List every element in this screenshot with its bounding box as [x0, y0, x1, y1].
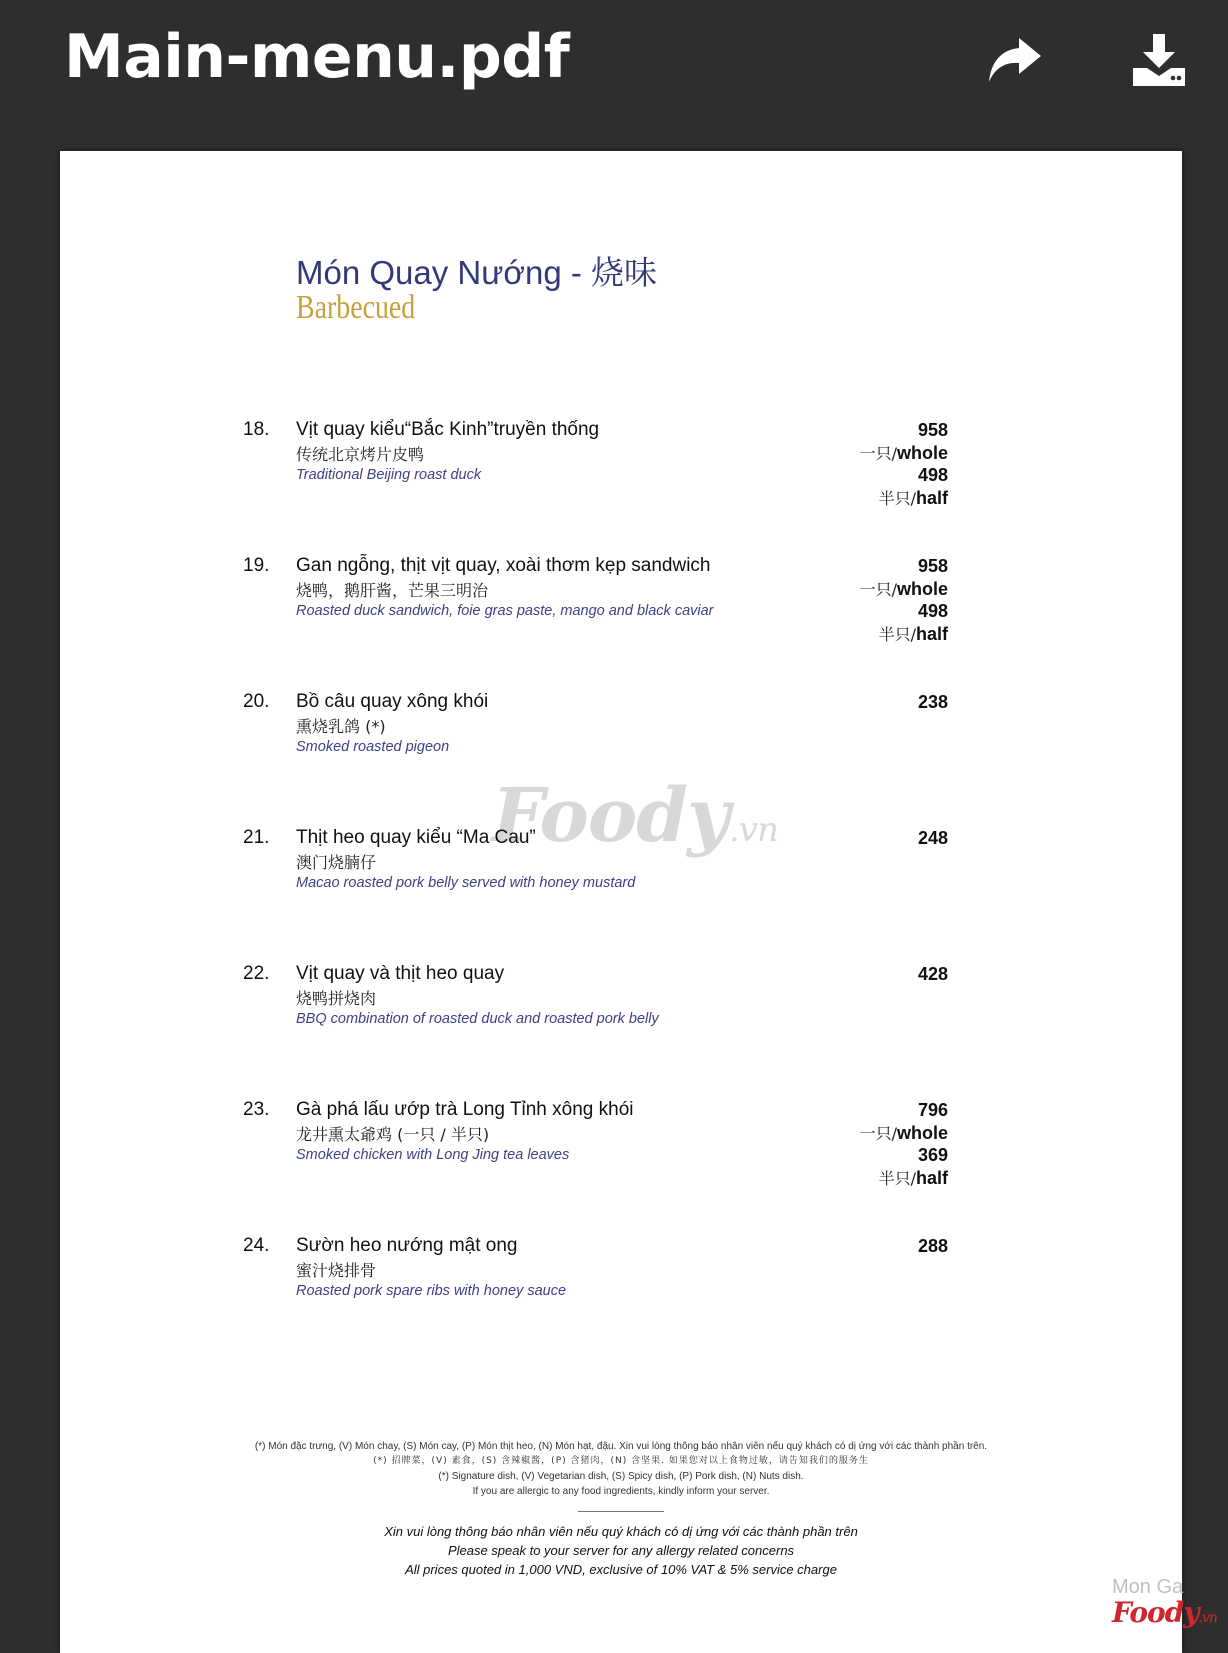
portion-label	[860, 1122, 948, 1145]
item-number: 23.	[243, 1099, 270, 1120]
item-name-vietnamese: Sườn heo nướng mật ong	[296, 1235, 518, 1256]
document-title: Main-menu.pdf	[64, 22, 570, 92]
item-name-chinese: 烧鸭，鹅肝酱，芒果三明治	[296, 581, 489, 600]
toolbar	[0, 0, 1228, 150]
item-name-english: Smoked chicken with Long Jing tea leaves	[296, 1147, 570, 1163]
item-name-english: Smoked roasted pigeon	[296, 739, 450, 755]
price-value: 958	[917, 556, 948, 576]
menu-item	[60, 1235, 1182, 1355]
item-name-english: Roasted pork spare ribs with honey sauce	[296, 1283, 567, 1299]
portion-label	[860, 623, 948, 646]
note-english: (*) Signature dish, (V) Vegetarian dish, (S) Spicy dish, (P) Pork dish, (N) Nuts dish.	[438, 1471, 804, 1482]
portion-label	[860, 1167, 948, 1190]
foody-watermark: Foody.vn	[492, 773, 778, 859]
note-vietnamese: (*) Món đặc trưng, (V) Món chay, (S) Món cay, (P) Món thịt heo, (N) Món hạt, đậu. Xin vui lòng thông báo nhân viên nếu quý khách có dị ứng với các thành phần trên.	[254, 1441, 988, 1452]
portion-label	[860, 442, 948, 465]
menu-item	[60, 419, 1182, 539]
item-number: 24.	[243, 1235, 270, 1256]
foody-logo: Foody.vn	[1112, 1596, 1217, 1629]
item-name-vietnamese: Thịt heo quay kiểu “Ma Cau”	[296, 827, 536, 848]
item-name-chinese: 澳门烧腩仔	[296, 853, 377, 872]
price-value: 796	[917, 1100, 948, 1120]
item-name-chinese: 龙井熏太爺鸡 (一只 / 半只)	[296, 1125, 490, 1144]
item-number: 20.	[243, 691, 270, 712]
item-prices	[860, 419, 948, 509]
item-name-english: BBQ combination of roasted duck and roasted pork belly	[296, 1011, 659, 1027]
share-icon	[985, 30, 1045, 90]
portion-chinese: 一只/	[859, 443, 897, 463]
item-name-vietnamese: Gan ngỗng, thịt vịt quay, xoài thơm kẹp sandwich	[296, 555, 711, 576]
item-name-vietnamese: Vịt quay kiểu“Bắc Kinh”truyền thống	[296, 419, 600, 440]
info-vietnamese: Xin vui lòng thông báo nhân viên nếu quý khách có dị ứng với các thành phần trên	[384, 1524, 858, 1539]
portion-label	[860, 487, 948, 510]
price-value: 288	[917, 1236, 948, 1256]
item-prices	[860, 1099, 948, 1189]
menu-item	[60, 555, 1182, 675]
item-name-chinese: 熏烧乳鸽 (*)	[296, 717, 386, 736]
share-button[interactable]	[985, 30, 1045, 90]
portion-chinese: 半只/	[878, 624, 916, 644]
item-prices	[860, 555, 948, 645]
item-name-english: Traditional Beijing roast duck	[296, 467, 482, 483]
price-value: 248	[917, 828, 948, 848]
item-prices	[918, 691, 948, 714]
menu-item	[60, 827, 1182, 947]
price-value: 498	[917, 465, 948, 485]
portion-english: half	[915, 1167, 948, 1188]
download-icon	[1129, 30, 1189, 90]
item-name-vietnamese: Vịt quay và thịt heo quay	[296, 963, 505, 984]
portion-english: half	[915, 487, 948, 508]
download-button[interactable]	[1129, 30, 1189, 90]
item-number: 18.	[243, 419, 270, 440]
portion-chinese: 半只/	[878, 1168, 916, 1188]
item-name-vietnamese: Gà phá lấu ướp trà Long Tỉnh xông khói	[296, 1099, 634, 1120]
price-value: 428	[917, 964, 948, 984]
item-number: 21.	[243, 827, 270, 848]
item-prices	[918, 963, 948, 986]
price-value: 369	[917, 1145, 948, 1165]
portion-chinese: 一只/	[859, 1123, 897, 1143]
info-prices: All prices quoted in 1,000 VND, exclusive of 10% VAT & 5% service charge	[405, 1562, 837, 1577]
info-english: Please speak to your server for any allergy related concerns	[447, 1543, 795, 1558]
item-name-chinese: 传统北京烤片皮鸭	[296, 445, 425, 464]
footer-notes	[60, 1439, 1182, 1499]
note-chinese: (*) 招牌菜，(V) 素食，(S) 含辣椒酱，(P) 含猪肉，(N) 含坚果. 如果您对以上食物过敏，请告知我们的服务生	[373, 1456, 869, 1466]
menu-item	[60, 691, 1182, 811]
note-allergy: If you are allergic to any food ingredients, kindly inform your server.	[472, 1486, 770, 1497]
portion-label	[860, 578, 948, 601]
price-value: 238	[917, 692, 948, 712]
portion-chinese: 半只/	[878, 488, 916, 508]
corner-brand	[1112, 1576, 1217, 1633]
item-number: 19.	[243, 555, 270, 576]
item-prices	[918, 1235, 948, 1258]
item-prices	[918, 827, 948, 850]
item-number: 22.	[243, 963, 270, 984]
item-name-chinese: 蜜汁烧排骨	[296, 1261, 377, 1280]
portion-english: whole	[896, 442, 948, 463]
item-name-english: Roasted duck sandwich, foie gras paste, mango and black caviar	[296, 603, 714, 619]
price-value: 498	[917, 601, 948, 621]
footer-divider	[578, 1511, 664, 1512]
portion-english: whole	[896, 578, 948, 599]
portion-chinese: 一只/	[859, 579, 897, 599]
footer-info	[60, 1522, 1182, 1579]
section-title: Món Quay Nướng - 烧味	[296, 254, 658, 291]
item-name-english: Macao roasted pork belly served with honey mustard	[296, 875, 636, 891]
price-value: 958	[917, 420, 948, 440]
item-name-chinese: 烧鸭拼烧肉	[296, 989, 377, 1008]
item-name-vietnamese: Bồ câu quay xông khói	[296, 691, 489, 712]
portion-english: whole	[896, 1122, 948, 1143]
pdf-page[interactable]	[60, 151, 1182, 1653]
menu-item	[60, 963, 1182, 1083]
portion-english: half	[915, 623, 948, 644]
menu-item	[60, 1099, 1182, 1219]
corner-caption: Mon Ga	[1112, 1576, 1184, 1598]
section-subtitle: Barbecued	[296, 289, 416, 326]
